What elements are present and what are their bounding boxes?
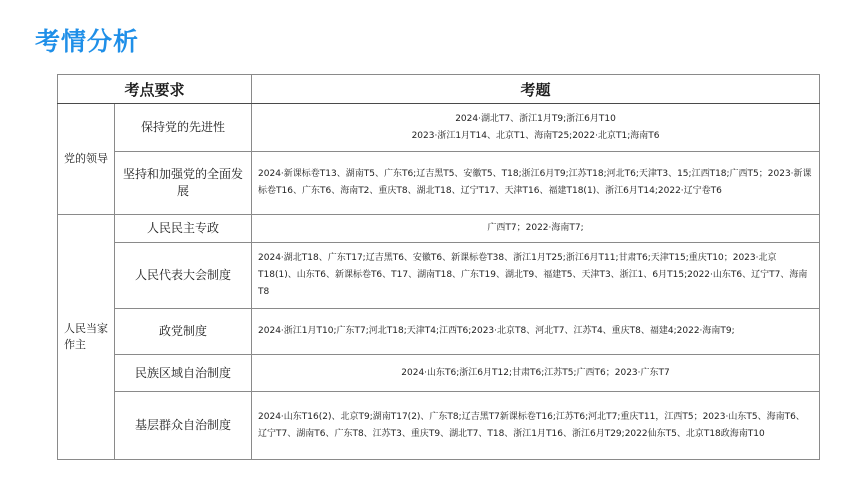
questions-cell: 广西T7；2022·海南T7; — [252, 215, 820, 243]
question-line: 2024·湖北T7、浙江1月T9;浙江6月T10 — [455, 113, 616, 124]
table-row — [58, 355, 820, 392]
questions-cell: 2024·山东T6;浙江6月T12;甘肃T6;江苏T5;广西T6；2023·广东T7 — [252, 355, 820, 392]
category-cell: 党的领导 — [58, 104, 115, 215]
table-row — [58, 152, 820, 215]
table-row — [58, 309, 820, 355]
questions-cell: 2024·山东T16(2)、北京T9;湖南T17(2)、广东T8;辽吉黑T7新课标卷T16;江苏T6;河北T7;重庆T11，江西T5；2023·山东T5、海南T6、辽宁T7、湖南T6、广东T8、江苏T3、重庆T9、湖北T7、T18、浙江1月T16、浙江6月T29;2022仙东T5、北京T18政海南T10 — [252, 392, 820, 460]
page-title: 考情分析 — [35, 27, 140, 56]
item-cell: 人民代表大会制度 — [115, 243, 252, 309]
item-cell: 保持党的先进性 — [115, 104, 252, 152]
item-cell: 基层群众自治制度 — [115, 392, 252, 460]
questions-cell: 2024·新课标卷T13、湖南T5、广东T6;辽吉黑T5、安徽T5、T18;浙江6月T9;江苏T18;河北T6;天津T3、15;江西T18;广西T5；2023·新课标卷T16、广东T6、海南T2、重庆T8、湖北T18、辽宁T17、天津T16、福建T18(1)、浙江6月T14;2022·辽宁卷T6 — [252, 152, 820, 215]
questions-cell: 2024·湖北T18、广东T17;辽吉黑T6、安徽T6、新课标卷T38、浙江1月T25;浙江6月T11;甘肃T6;天津T15;重庆T10；2023·北京T18(1)、山东T6、新课标卷T6、T17、湖南T18、广东T19、湖北T9、福建T5、天津T3、浙江1、6月T15;2022·山东T6、辽宁T7、海南T8 — [252, 243, 820, 309]
item-cell: 政党制度 — [115, 309, 252, 355]
item-cell: 人民民主专政 — [115, 215, 252, 243]
header-topic: 考点要求 — [58, 75, 252, 104]
questions-cell: 2024·浙江1月T10;广东T7;河北T18;天津T4;江西T6;2023·北京T8、河北T7、江苏T4、重庆T8、福建4;2022·海南T9; — [252, 309, 820, 355]
category-cell: 人民当家作主 — [58, 215, 115, 460]
header-questions: 考题 — [252, 75, 820, 104]
item-cell: 民族区域自治制度 — [115, 355, 252, 392]
table-header-row — [58, 75, 820, 104]
table-row — [58, 243, 820, 309]
exam-analysis-table — [57, 74, 820, 460]
questions-cell — [252, 104, 820, 152]
table-row — [58, 104, 820, 152]
item-cell: 坚持和加强党的全面发展 — [115, 152, 252, 215]
table-row — [58, 392, 820, 460]
table-row — [58, 215, 820, 243]
question-line: 2023·浙江1月T14、北京T1、海南T25;2022·北京T1;海南T6 — [411, 130, 660, 141]
